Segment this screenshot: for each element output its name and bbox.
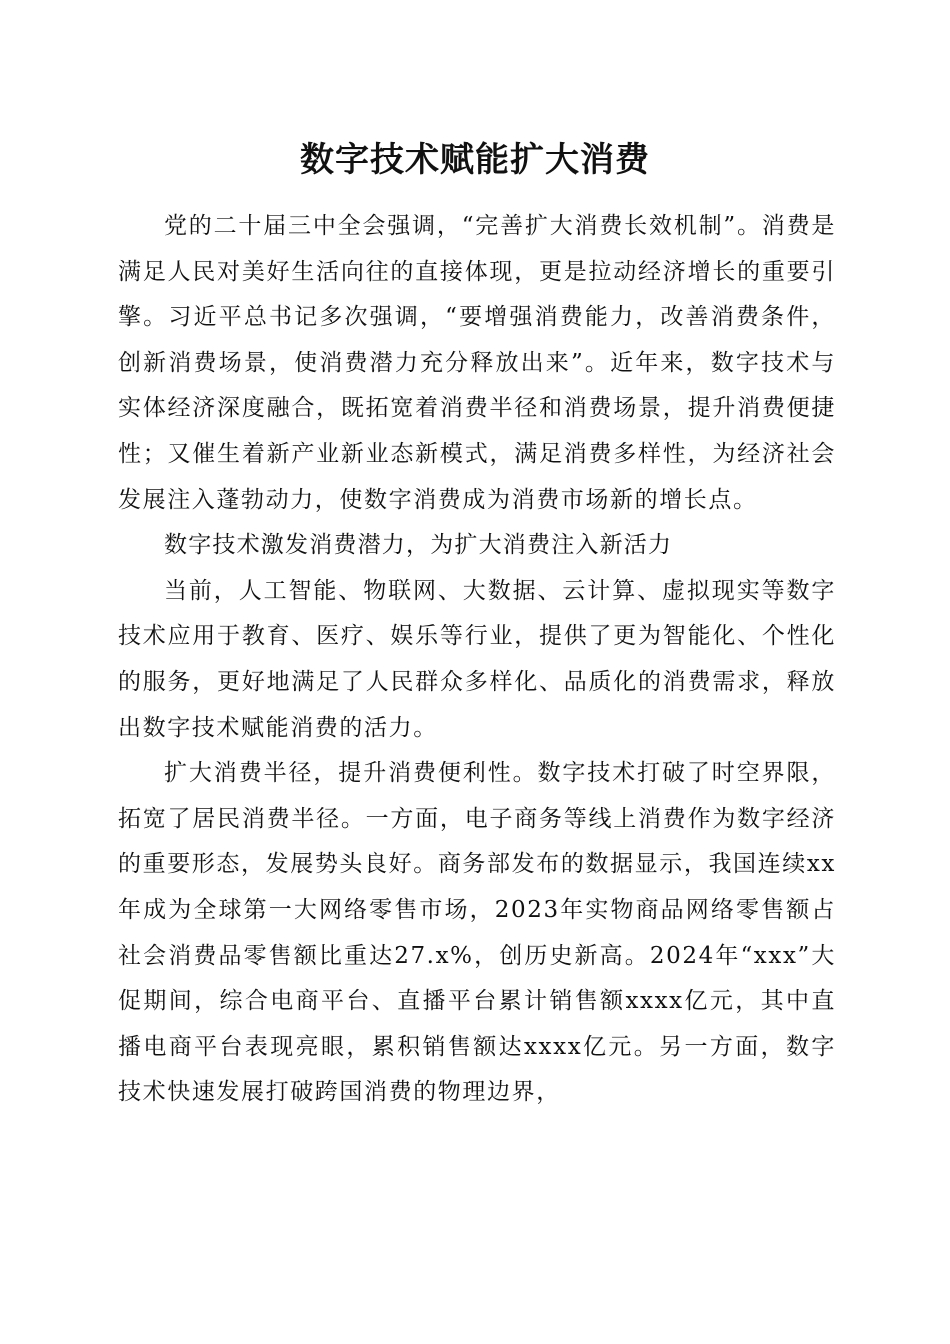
paragraph-current: 当前，人工智能、物联网、大数据、云计算、虚拟现实等数字技术应用于教育、医疗、娱乐等行业，提供了更为智能化、个性化的服务，更好地满足了人民群众多样化、品质化的消费需求，释放出数字技术赋能消费的活力。 <box>118 577 836 741</box>
paragraph-consumption-radius: 扩大消费半径，提升消费便利性。数字技术打破了时空界限，拓宽了居民消费半径。一方面，电子商务等线上消费作为数字经济的重要形态，发展势头良好。商务部发布的数据显示，我国连续xx年成为全球第一大网络零售市场，2023年实物商品网络零售额占社会消费品零售额比重达27.x%，创历史新高。2024年“xxx”大促期间，综合电商平台、直播平台累计销售额xxxx亿元，其中直播电商平台表现亮眼，累积销售额达xxxx亿元。另一方面，数字技术快速发展打破跨国消费的物理边界， <box>118 760 836 1106</box>
section-heading: 数字技术激发消费潜力，为扩大消费注入新活力 <box>164 532 673 559</box>
document-title: 数字技术赋能扩大消费 <box>300 140 650 180</box>
paragraph-intro: 党的二十届三中全会强调，“完善扩大消费长效机制”。消费是满足人民对美好生活向往的直接体现，更是拉动经济增长的重要引擎。习近平总书记多次强调，“要增强消费能力，改善消费条件，创新消费场景，使消费潜力充分释放出来”。近年来，数字技术与实体经济深度融合，既拓宽着消费半径和消费场景，提升消费便捷性；又催生着新产业新业态新模式，满足消费多样性，为经济社会发展注入蓬勃动力，使数字消费成为消费市场新的增长点。 <box>118 213 836 513</box>
document-body <box>118 204 836 1116</box>
